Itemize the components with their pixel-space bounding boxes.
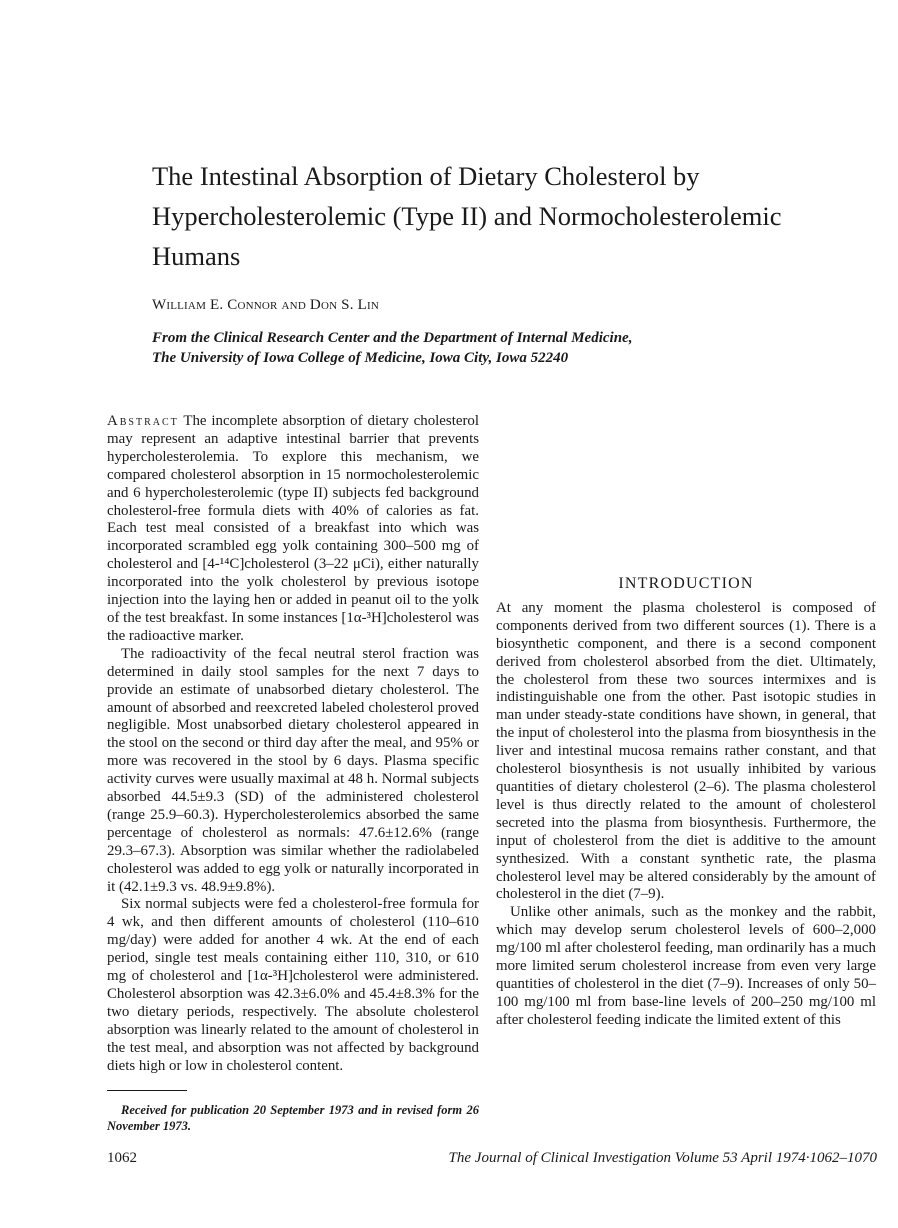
abstract-text-1: The incomplete absorption of dietary cholesterol may represent an adaptive intestinal barrier that prevents hypercholesterolemia. To explore this mechanism, we compared cholesterol absorption in 15 normocholesterolemic and 6 hypercholesterolemic (type II) subjects fed background cholesterol-free formula diets with 40% of calories as fat. Each test meal consisted of a breakfast into which was incorporated scrambled egg yolk containing 300–500 mg of cholesterol and [4-¹⁴C]cholesterol (3–22 μCi), either naturally incorporated into the yolk cholesterol by previous isotope injection into the laying hen or added in peanut oil to the yolk of the test breakfast. In some instances [1α-³H]cholesterol was the radioactive marker.: [107, 413, 479, 644]
footnote-rule: [107, 1090, 187, 1091]
abstract-paragraph-3-start: [107, 896, 479, 1075]
abstract-label: Abstract: [107, 413, 179, 429]
intro-paragraph-2: Unlike other animals, such as the monkey and the rabbit, which may develop serum cholesterol levels of 600–2,000 mg/100 ml after cholesterol feeding, man ordinarily has a much more limited serum cholesterol increase from even very large quantities of cholesterol in the diet (7–9). Increases of only 50–100 mg/100 ml from base-line levels of 200–250 mg/100 ml after cholesterol feeding indicate the limited extent of this: [496, 904, 876, 1028]
abstract-paragraph-2: The radioactivity of the fecal neutral sterol fraction was determined in daily stool samples for the next 7 days to provide an estimate of unabsorbed dietary cholesterol. The amount of absorbed and reexcreted labeled cholesterol proved negligible. Most unabsorbed dietary cholesterol appeared in the stool on the second or third day after the meal, and 95% or more was recovered in the stool by 6 days. Plasma specific activity curves were usually maximal at 48 h. Normal subjects absorbed 44.5±9.3 (SD) of the administered cholesterol (range 25.9–60.3). Hypercholesterolemics absorbed the same percentage of cholesterol as normals: 47.6±12.6% (range 29.3–67.3). Absorption was similar whether the radiolabeled cholesterol was added to egg yolk or naturally incorporated in it (42.1±9.3 vs. 48.9±9.8%).: [107, 645, 479, 895]
affiliation: [152, 328, 832, 368]
left-column: [107, 413, 479, 1076]
affiliation-line-2: The University of Iowa College of Medicine, Iowa City, Iowa 52240: [152, 350, 569, 366]
affiliation-line-1: From the Clinical Research Center and the Department of Internal Medicine,: [152, 330, 633, 346]
introduction-heading: INTRODUCTION: [618, 575, 754, 592]
article-title: The Intestinal Absorption of Dietary Cholesterol by Hypercholesterolemic (Type II) and Normocholesterolemic Humans: [152, 161, 782, 271]
intro-paragraph-1: At any moment the plasma cholesterol is composed of components derived from two different sources (1). There is a biosynthetic component, and there is a second component derived from cholesterol absorbed from the diet. Ultimately, the cholesterol from these two sources intermixes and is indistinguishable one from the other. Past isotopic studies in man under steady-state conditions have shown, in general, that the input of cholesterol into the plasma from biosynthesis in the liver and intestinal mucosa remains rather constant, and that cholesterol biosynthesis is not usually inhibited by various quantities of dietary cholesterol (2–6). The plasma cholesterol level is thus directly related to the amount of cholesterol secreted into the plasma from biosynthesis. Furthermore, the input of cholesterol from the diet is additive to the amount synthesized. With a constant synthetic rate, the plasma cholesterol level may be altered considerably by the amount of cholesterol in the diet (7–9).: [496, 599, 876, 903]
page-footer: [107, 1150, 877, 1170]
journal-citation: The Journal of Clinical Investigation Volume 53 April 1974·1062–1070: [448, 1150, 877, 1166]
abstract-text-3: Six normal subjects were fed a cholesterol-free formula for 4 wk, and then different amounts of cholesterol (110–610 mg/day) were added for another 4 wk. At the end of each period, single test meals containing either 110, 310, or 610 mg of cholesterol and [1α-³H]cholesterol were administered. Cholesterol absorption was 42.3±6.0% and 45.4±8.3% for the two dietary periods, respectively. The absolute cholesterol absorption was linearly related to the amount of cholesterol in the test meal, and absorption was not affected by background diets high or low in cholesterol content.: [107, 896, 479, 1074]
received-footnote: Received for publication 20 September 1973 and in revised form 26 November 1973.: [107, 1103, 479, 1133]
page-number: 1062: [107, 1150, 137, 1166]
right-column: [496, 413, 876, 1030]
author-line: William E. Connor and Don S. Lin: [152, 297, 379, 313]
abstract-paragraph-1: [107, 413, 479, 646]
